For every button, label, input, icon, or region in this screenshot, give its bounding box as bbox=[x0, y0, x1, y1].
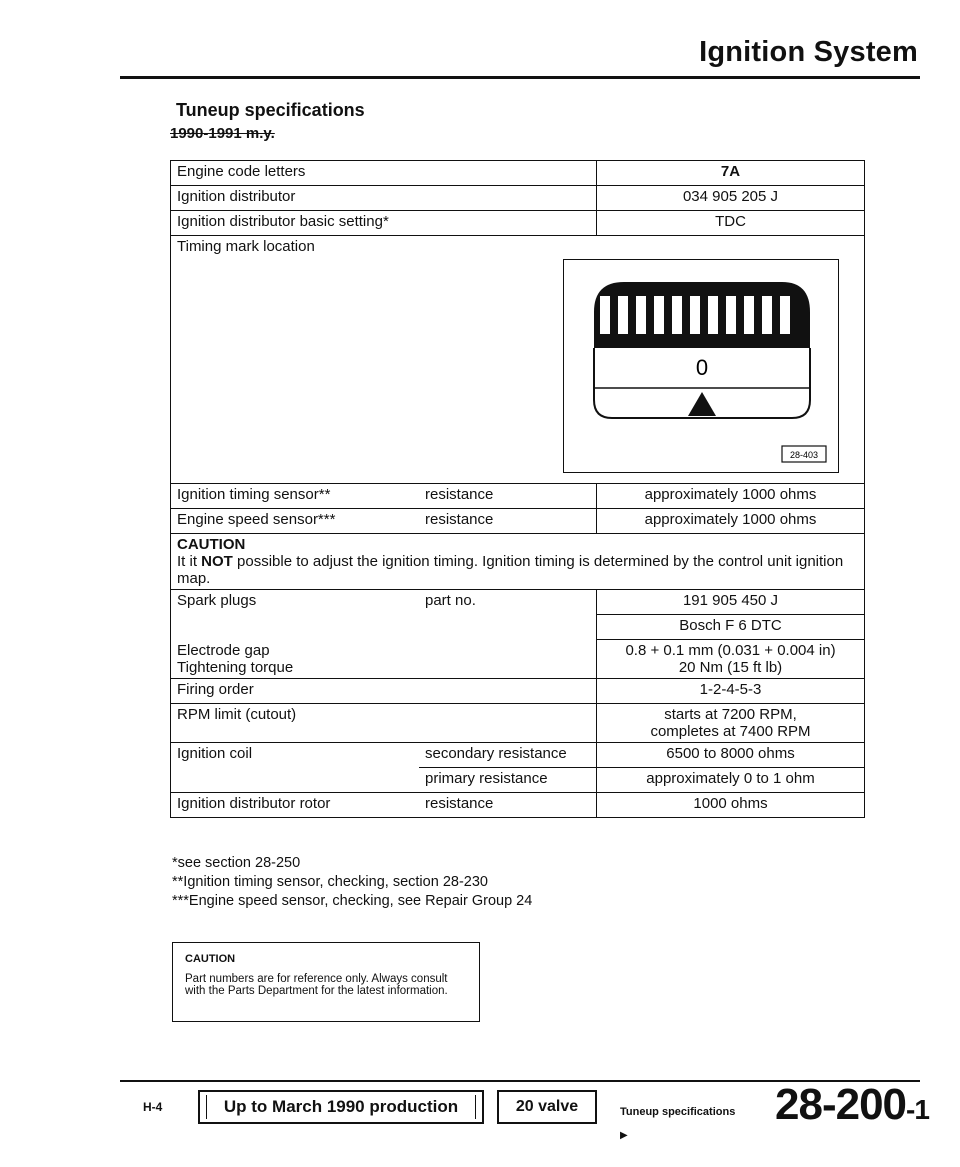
valve-box bbox=[497, 1090, 597, 1124]
footnotes bbox=[172, 854, 532, 911]
spec-label: Ignition distributor bbox=[171, 186, 597, 211]
spec-label: Engine code letters bbox=[171, 161, 597, 186]
spec-value: 7A bbox=[597, 161, 865, 186]
table-row bbox=[171, 793, 865, 818]
caution-text: It it NOT possible to adjust the ignition timing. Ignition timing is determined by the control unit ignition map. bbox=[177, 553, 844, 587]
table-row bbox=[171, 679, 865, 704]
spec-param: resistance bbox=[419, 509, 597, 534]
spec-label: Ignition distributor basic setting* bbox=[171, 211, 597, 236]
page-number: 28-200-1 bbox=[775, 1080, 929, 1129]
valve-label: 20 valve bbox=[515, 1098, 579, 1115]
footer-section-label: Tuneup specifications bbox=[620, 1106, 736, 1118]
footnote: ***Engine speed sensor, checking, see Repair Group 24 bbox=[172, 893, 533, 909]
spec-param: resistance bbox=[419, 793, 597, 818]
table-row bbox=[171, 534, 865, 590]
spec-label: Ignition timing sensor** bbox=[171, 484, 420, 509]
table-row bbox=[171, 509, 865, 534]
table-row bbox=[171, 211, 865, 236]
spec-value: approximately 1000 ohms bbox=[597, 509, 865, 534]
caution-title: CAUTION bbox=[177, 536, 246, 553]
caution-cell bbox=[171, 534, 865, 590]
spec-value: 0.8 + 0.1 mm (0.031 + 0.004 in) bbox=[625, 642, 836, 659]
spec-label: Ignition distributor rotor bbox=[171, 793, 420, 818]
spec-value: 034 905 205 J bbox=[597, 186, 865, 211]
continue-arrow-icon: ▶ bbox=[620, 1130, 628, 1141]
spec-value: Bosch F 6 DTC bbox=[597, 615, 865, 640]
table-row bbox=[171, 236, 865, 484]
spec-value: TDC bbox=[597, 211, 865, 236]
table-row bbox=[171, 640, 865, 679]
spec-label: Engine speed sensor*** bbox=[171, 509, 420, 534]
pointer-arrow bbox=[688, 392, 716, 416]
table-row bbox=[171, 615, 865, 640]
table-row bbox=[171, 768, 865, 793]
table-row bbox=[171, 484, 865, 509]
caution-box-title: CAUTION bbox=[185, 953, 236, 965]
spec-label: Firing order bbox=[171, 679, 597, 704]
spec-value: starts at 7200 RPM, bbox=[664, 706, 797, 723]
spec-value: completes at 7400 RPM bbox=[650, 723, 811, 740]
table-row bbox=[171, 186, 865, 211]
header-rule bbox=[120, 76, 920, 79]
spec-label: Spark plugs bbox=[171, 590, 420, 615]
timing-mark-cell bbox=[171, 236, 865, 484]
table-row bbox=[171, 704, 865, 743]
production-box bbox=[198, 1090, 484, 1124]
table-row bbox=[171, 590, 865, 615]
parts-caution-box bbox=[172, 942, 480, 1022]
footnote: *see section 28-250 bbox=[172, 855, 301, 871]
spec-label: Electrode gap bbox=[177, 641, 270, 659]
figure-ref: 28-403 bbox=[789, 450, 819, 460]
model-year: 1990-1991 m.y. bbox=[170, 125, 275, 142]
page-ref: H-4 bbox=[143, 1100, 163, 1114]
spec-value: 1000 ohms bbox=[597, 793, 865, 818]
timing-mark-illustration bbox=[564, 260, 838, 472]
caution-box-text: Part numbers are for reference only. Always consult with the Parts Department for the latest information. bbox=[185, 973, 448, 997]
production-label: Up to March 1990 production bbox=[223, 1097, 459, 1116]
spec-value: 20 Nm (15 ft lb) bbox=[678, 659, 783, 676]
spec-value: 1-2-4-5-3 bbox=[597, 679, 865, 704]
spec-label: Timing mark location bbox=[177, 238, 315, 255]
tdc-mark: 0 bbox=[695, 355, 709, 380]
spec-param: part no. bbox=[419, 590, 597, 615]
table-row bbox=[171, 743, 865, 768]
table-row bbox=[171, 161, 865, 186]
timing-mark-diagram bbox=[563, 259, 839, 473]
footnote: **Ignition timing sensor, checking, section 28-230 bbox=[172, 874, 488, 890]
spec-value: 191 905 450 J bbox=[597, 590, 865, 615]
section-title: Tuneup specifications bbox=[176, 100, 365, 120]
spec-param: resistance bbox=[419, 484, 597, 509]
spec-label: Tightening torque bbox=[177, 658, 294, 676]
spec-value: approximately 0 to 1 ohm bbox=[597, 768, 865, 793]
spec-value: approximately 1000 ohms bbox=[597, 484, 865, 509]
page-title: Ignition System bbox=[699, 36, 918, 68]
spec-value: 6500 to 8000 ohms bbox=[597, 743, 865, 768]
spec-param: secondary resistance bbox=[419, 743, 597, 768]
spec-param: primary resistance bbox=[419, 768, 597, 793]
spec-label: RPM limit (cutout) bbox=[171, 704, 597, 743]
spec-table bbox=[170, 160, 865, 818]
spec-label: Ignition coil bbox=[171, 743, 420, 768]
